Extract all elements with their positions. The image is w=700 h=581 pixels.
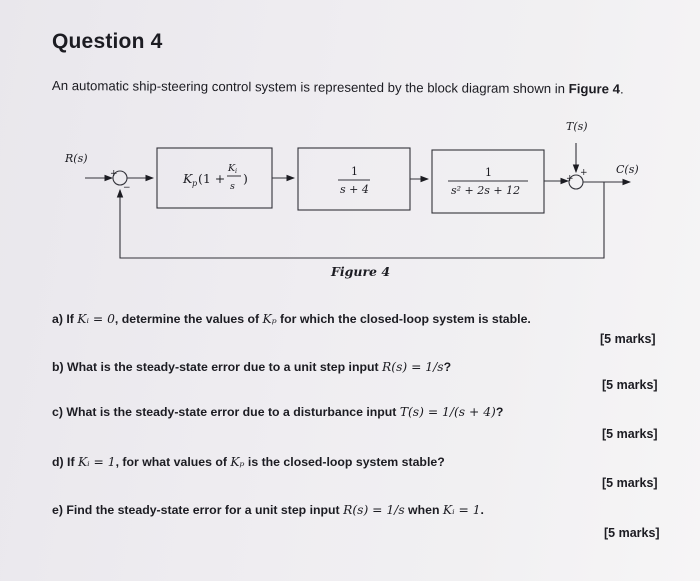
question-a-math-2: Kₚ [262, 312, 277, 326]
question-d [52, 455, 445, 469]
question-d-marks: [5 marks] [602, 476, 658, 490]
block3-numerator: 1 [485, 166, 492, 179]
svg-text:K: K [228, 163, 236, 174]
svg-text:p: p [192, 179, 198, 188]
question-c-text-pre: What is the steady-state error due to a disturbance input [66, 405, 400, 419]
question-e-text-post: . [480, 503, 484, 517]
block3-denominator: s² + 2s + 12 [451, 184, 521, 197]
input-label: R(s) [65, 152, 88, 165]
question-d-math-1: Kᵢ = 1 [77, 455, 116, 469]
question-b-marks: [5 marks] [602, 378, 658, 392]
sum2-plus-left: + [566, 174, 574, 184]
sum1-plus-sign: + [110, 169, 118, 179]
question-a-math-1: Kᵢ = 0 [77, 312, 115, 326]
question-b-math-1: R(s) = 1/s [382, 360, 444, 374]
svg-text:s: s [230, 181, 235, 192]
intro-end: . [619, 81, 624, 97]
question-c-text-post: ? [495, 405, 504, 419]
question-a-text-mid: , determine the values of [114, 312, 263, 326]
intro-body: An automatic ship-steering control system is represented by the block diagram shown in [51, 78, 569, 97]
svg-text:i: i [235, 167, 238, 175]
svg-text:): ) [243, 171, 248, 186]
question-c-math-1: T(s) = 1/(s + 4) [399, 405, 496, 419]
disturbance-label: T(s) [566, 120, 588, 133]
question-e [52, 503, 484, 517]
question-b [52, 360, 451, 374]
question-e-text-pre: Find the steady-state error for a unit step input [66, 503, 344, 517]
svg-text:K: K [183, 171, 193, 186]
question-b-label: b) [52, 360, 64, 374]
question-b-text-pre: What is the steady-state error due to a unit step input [67, 360, 383, 374]
question-c-label: c) [52, 405, 63, 419]
question-a-text-pre: If [66, 312, 78, 326]
question-title: Question 4 [52, 30, 163, 53]
question-e-text-mid: when [404, 503, 443, 517]
question-d-text-post: is the closed-loop system stable? [244, 455, 445, 469]
question-d-text-pre: If [67, 455, 78, 469]
question-e-math-1: R(s) = 1/s [343, 503, 405, 517]
question-d-math-2: Kₚ [230, 455, 245, 469]
question-e-math-2: Kᵢ = 1 [442, 503, 481, 517]
figure-reference: Figure 4 [568, 81, 621, 97]
question-a-label: a) [52, 312, 63, 326]
sum1-minus-sign: − [123, 183, 131, 193]
question-e-label: e) [52, 503, 63, 517]
question-d-label: d) [52, 455, 64, 469]
question-a-text-post: for which the closed-loop system is stable. [276, 312, 531, 326]
question-d-text-mid: , for what values of [115, 455, 231, 469]
block2-denominator: s + 4 [340, 183, 369, 196]
question-a-marks: [5 marks] [600, 332, 656, 346]
svg-text:(1 +: (1 + [198, 171, 226, 186]
actuator-block [298, 148, 410, 210]
block2-numerator: 1 [351, 165, 358, 178]
question-e-marks: [5 marks] [604, 526, 660, 540]
question-c-marks: [5 marks] [602, 427, 658, 441]
output-label: C(s) [616, 163, 639, 176]
controller-expression [182, 163, 248, 192]
question-c [52, 405, 503, 419]
figure-caption: Figure 4 [331, 264, 391, 279]
question-b-text-post: ? [443, 360, 452, 374]
sum2-plus-top: + [580, 168, 588, 178]
question-a [52, 312, 531, 326]
